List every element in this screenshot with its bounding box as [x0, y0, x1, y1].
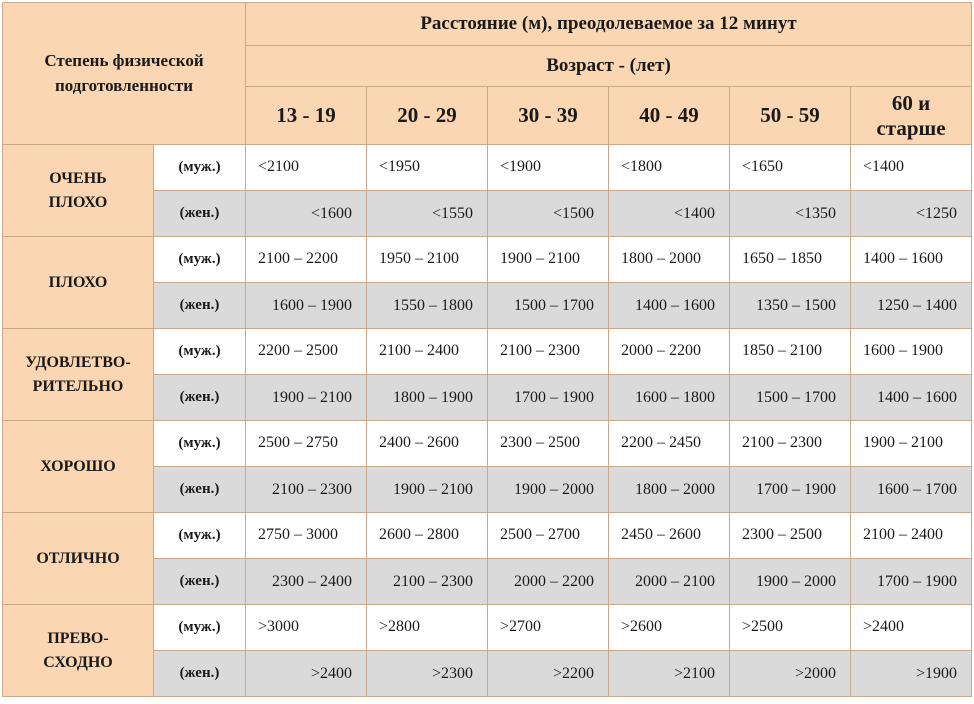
fitness-level-label: ХОРОШО: [3, 421, 154, 513]
fitness-standards-table: [2, 2, 972, 697]
sex-label-female: (жен.): [154, 283, 246, 329]
distance-value-male: 1650 – 1850: [730, 237, 851, 283]
distance-value-male: 2100 – 2300: [730, 421, 851, 467]
distance-value-female: 1700 – 1900: [488, 375, 609, 421]
distance-value-male: 2500 – 2750: [246, 421, 367, 467]
table-row: [3, 145, 972, 191]
sex-label-male: (муж.): [154, 329, 246, 375]
distance-value-male: >2400: [851, 605, 972, 651]
sex-label-female: (жен.): [154, 191, 246, 237]
distance-value-female: 2000 – 2100: [609, 559, 730, 605]
table-row: [3, 513, 972, 559]
distance-value-female: 1900 – 2100: [367, 467, 488, 513]
distance-value-male: 2500 – 2700: [488, 513, 609, 559]
distance-value-female: 2100 – 2300: [246, 467, 367, 513]
distance-value-female: 1550 – 1800: [367, 283, 488, 329]
distance-value-female: 1600 – 1800: [609, 375, 730, 421]
distance-value-male: <1400: [851, 145, 972, 191]
fitness-level-label: ПЛОХО: [3, 237, 154, 329]
distance-value-male: >2700: [488, 605, 609, 651]
distance-value-male: 2200 – 2500: [246, 329, 367, 375]
sex-label-male: (муж.): [154, 605, 246, 651]
distance-value-female: 1800 – 2000: [609, 467, 730, 513]
fitness-level-label: УДОВЛЕТВО-РИТЕЛЬНО: [3, 329, 154, 421]
distance-value-female: >2200: [488, 651, 609, 697]
age-group-header: 13 - 19: [246, 87, 367, 145]
distance-value-female: <1600: [246, 191, 367, 237]
distance-value-male: 1900 – 2100: [851, 421, 972, 467]
age-group-header: 40 - 49: [609, 87, 730, 145]
distance-value-female: >2100: [609, 651, 730, 697]
distance-value-male: 2100 – 2400: [851, 513, 972, 559]
distance-value-male: 2300 – 2500: [488, 421, 609, 467]
distance-value-male: 2450 – 2600: [609, 513, 730, 559]
distance-value-male: >3000: [246, 605, 367, 651]
distance-value-female: 1800 – 1900: [367, 375, 488, 421]
distance-value-male: 2000 – 2200: [609, 329, 730, 375]
distance-value-female: 1350 – 1500: [730, 283, 851, 329]
distance-value-male: 2300 – 2500: [730, 513, 851, 559]
distance-value-female: 1500 – 1700: [488, 283, 609, 329]
distance-value-female: 1400 – 1600: [851, 375, 972, 421]
sex-label-female: (жен.): [154, 559, 246, 605]
distance-value-female: <1550: [367, 191, 488, 237]
age-group-header: 20 - 29: [367, 87, 488, 145]
distance-value-male: >2800: [367, 605, 488, 651]
distance-value-female: >2300: [367, 651, 488, 697]
distance-value-female: 1400 – 1600: [609, 283, 730, 329]
distance-value-male: >2500: [730, 605, 851, 651]
distance-value-female: 1250 – 1400: [851, 283, 972, 329]
distance-value-male: 1950 – 2100: [367, 237, 488, 283]
age-group-header: 60 и старше: [851, 87, 972, 145]
age-group-header: 50 - 59: [730, 87, 851, 145]
distance-value-female: 1900 – 2000: [730, 559, 851, 605]
distance-value-female: 1900 – 2000: [488, 467, 609, 513]
distance-value-female: >2400: [246, 651, 367, 697]
distance-value-male: <1800: [609, 145, 730, 191]
sex-label-female: (жен.): [154, 375, 246, 421]
distance-value-female: 1600 – 1900: [246, 283, 367, 329]
distance-value-male: 2400 – 2600: [367, 421, 488, 467]
table-row: [3, 605, 972, 651]
distance-value-female: >1900: [851, 651, 972, 697]
level-column-header: Степень физической подготовленности: [3, 3, 246, 145]
distance-value-female: <1250: [851, 191, 972, 237]
distance-value-female: >2000: [730, 651, 851, 697]
distance-value-male: 2100 – 2400: [367, 329, 488, 375]
distance-value-male: 1400 – 1600: [851, 237, 972, 283]
sex-label-female: (жен.): [154, 467, 246, 513]
sex-label-male: (муж.): [154, 421, 246, 467]
fitness-level-label: ОЧЕНЬ ПЛОХО: [3, 145, 154, 237]
sex-label-female: (жен.): [154, 651, 246, 697]
table-row: [3, 237, 972, 283]
distance-value-male: 2100 – 2300: [488, 329, 609, 375]
distance-value-male: <1650: [730, 145, 851, 191]
sex-label-male: (муж.): [154, 237, 246, 283]
distance-value-male: 2200 – 2450: [609, 421, 730, 467]
distance-value-male: <1900: [488, 145, 609, 191]
distance-value-female: 1700 – 1900: [730, 467, 851, 513]
distance-value-male: 2600 – 2800: [367, 513, 488, 559]
age-group-header: 30 - 39: [488, 87, 609, 145]
distance-value-male: <2100: [246, 145, 367, 191]
distance-value-female: 2100 – 2300: [367, 559, 488, 605]
distance-title: Расстояние (м), преодолеваемое за 12 минут: [246, 3, 972, 46]
distance-value-female: 2000 – 2200: [488, 559, 609, 605]
distance-value-female: 1900 – 2100: [246, 375, 367, 421]
distance-value-female: <1400: [609, 191, 730, 237]
sex-label-male: (муж.): [154, 513, 246, 559]
distance-value-male: 1900 – 2100: [488, 237, 609, 283]
table-row: [3, 329, 972, 375]
distance-value-male: 1800 – 2000: [609, 237, 730, 283]
distance-value-female: <1350: [730, 191, 851, 237]
distance-value-male: 2750 – 3000: [246, 513, 367, 559]
distance-value-female: 2300 – 2400: [246, 559, 367, 605]
distance-value-female: 1600 – 1700: [851, 467, 972, 513]
distance-value-female: 1700 – 1900: [851, 559, 972, 605]
sex-label-male: (муж.): [154, 145, 246, 191]
distance-value-male: 1850 – 2100: [730, 329, 851, 375]
fitness-level-label: ПРЕВО-СХОДНО: [3, 605, 154, 697]
distance-value-female: <1500: [488, 191, 609, 237]
distance-value-male: <1950: [367, 145, 488, 191]
distance-value-male: 1600 – 1900: [851, 329, 972, 375]
distance-value-female: 1500 – 1700: [730, 375, 851, 421]
table-row: [3, 421, 972, 467]
distance-value-male: 2100 – 2200: [246, 237, 367, 283]
age-title: Возраст - (лет): [246, 46, 972, 87]
fitness-level-label: ОТЛИЧНО: [3, 513, 154, 605]
distance-value-male: >2600: [609, 605, 730, 651]
